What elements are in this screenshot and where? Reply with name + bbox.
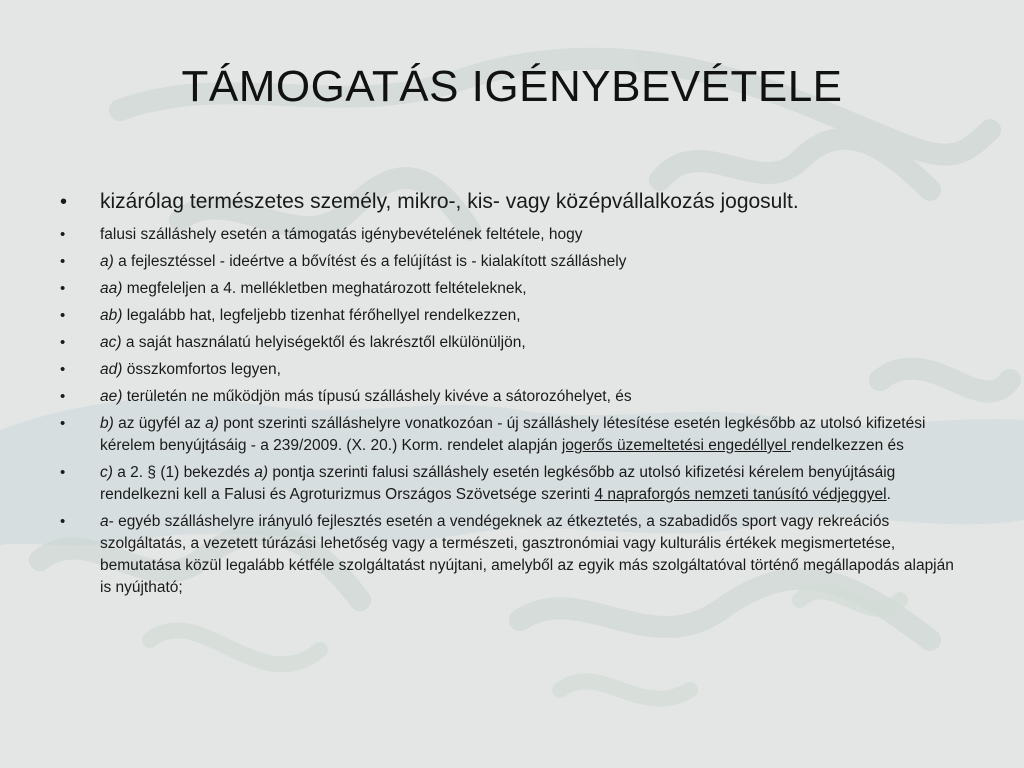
item-marker: ab) — [100, 307, 123, 324]
list-item — [60, 278, 960, 300]
bullet-dot: • — [60, 253, 66, 270]
bullet-dot: • — [60, 226, 66, 243]
bullet-dot: • — [60, 415, 66, 432]
list-item — [60, 305, 960, 327]
item-marker: a) — [100, 253, 114, 270]
bullet-dot: • — [60, 388, 66, 405]
item-marker: a — [100, 513, 109, 530]
item-text: falusi szálláshely esetén a támogatás igénybevételének feltétele, hogy — [100, 226, 583, 243]
bullet-dot: • — [60, 307, 66, 324]
list-item — [60, 224, 960, 246]
item-text: pontja szerinti falusi szálláshely esetén legkésőbb az utolsó kifizetési kérelem benyújtásáig rendelkezni kell a Falusi és Agroturizmus Országos Szövetsége szerinti — [100, 464, 896, 503]
slide-title: TÁMOGATÁS IGÉNYBEVÉTELE — [181, 62, 843, 111]
bullet-dot: • — [60, 361, 66, 378]
item-marker: aa) — [100, 280, 123, 297]
bullet-dot: • — [60, 513, 66, 530]
underlined-text: jogerős üzemeltetési engedéllyel — [561, 437, 792, 454]
item-text: pont szerinti szálláshelyre vonatkozóan - új szálláshely létesítése esetén legkésőbb az utolsó kifizetési kérelem benyújtásáig - a 239/2009. (X. 20.) Korm. rendelet alapján — [100, 415, 926, 454]
item-marker: ac) — [100, 334, 122, 351]
bullet-dot: • — [60, 464, 66, 481]
item-marker: ad) — [100, 361, 123, 378]
item-marker: c) — [100, 464, 113, 481]
underlined-text: 4 napraforgós nemzeti tanúsító védjeggyel — [594, 486, 887, 503]
item-text: a fejlesztéssel - ideértve a bővítést és a felújítást is - kialakított szálláshely — [113, 253, 627, 270]
item-text: legalább hat, legfeljebb tizenhat férőhellyel rendelkezzen, — [122, 307, 521, 324]
list-item — [60, 511, 960, 599]
bullet-dot: • — [60, 334, 66, 351]
item-marker: a) — [254, 464, 269, 481]
item-marker: a) — [205, 415, 219, 432]
item-text: a saját használatú helyiségektől és lakrésztől elkülönüljön, — [121, 334, 526, 351]
bullet-list — [60, 188, 960, 599]
item-marker: ae) — [100, 388, 123, 405]
item-text: területén ne működjön más típusú szálláshely kivéve a sátorozóhelyet, és — [122, 388, 632, 405]
list-item — [60, 359, 960, 381]
item-text: az ügyfél az — [113, 415, 206, 432]
item-marker: b) — [100, 415, 114, 432]
item-text: . — [886, 486, 891, 503]
list-item — [60, 188, 960, 216]
item-text: összkomfortos legyen, — [122, 361, 281, 378]
list-item — [60, 251, 960, 273]
list-item — [60, 386, 960, 408]
bullet-dot: • — [60, 191, 68, 213]
list-item — [60, 462, 960, 506]
list-item — [60, 413, 960, 457]
list-item — [60, 332, 960, 354]
item-text: megfeleljen a 4. mellékletben meghatározott feltételeknek, — [122, 280, 527, 297]
bullet-dot: • — [60, 280, 66, 297]
item-text: rendelkezzen és — [791, 437, 904, 454]
slide-content — [60, 188, 960, 604]
item-text: a 2. § (1) bekezdés — [112, 464, 255, 481]
item-text: - egyéb szálláshelyre irányuló fejlesztés esetén a vendégeknek az étkeztetés, a szabadidős sport vagy rekreációs szolgáltatás, a vezetett túrázási lehetőség vagy a természeti, gasztronómiai vagy kulturális értékek megismertetése, bemutatása közül legalább kétféle szolgáltatást nyújtani, amelyből az egyik más szolgáltatóval történő megállapodás alapján is nyújtható; — [100, 513, 954, 596]
item-text: kizárólag természetes személy, mikro-, kis- vagy középvállalkozás jogosult. — [100, 190, 799, 213]
